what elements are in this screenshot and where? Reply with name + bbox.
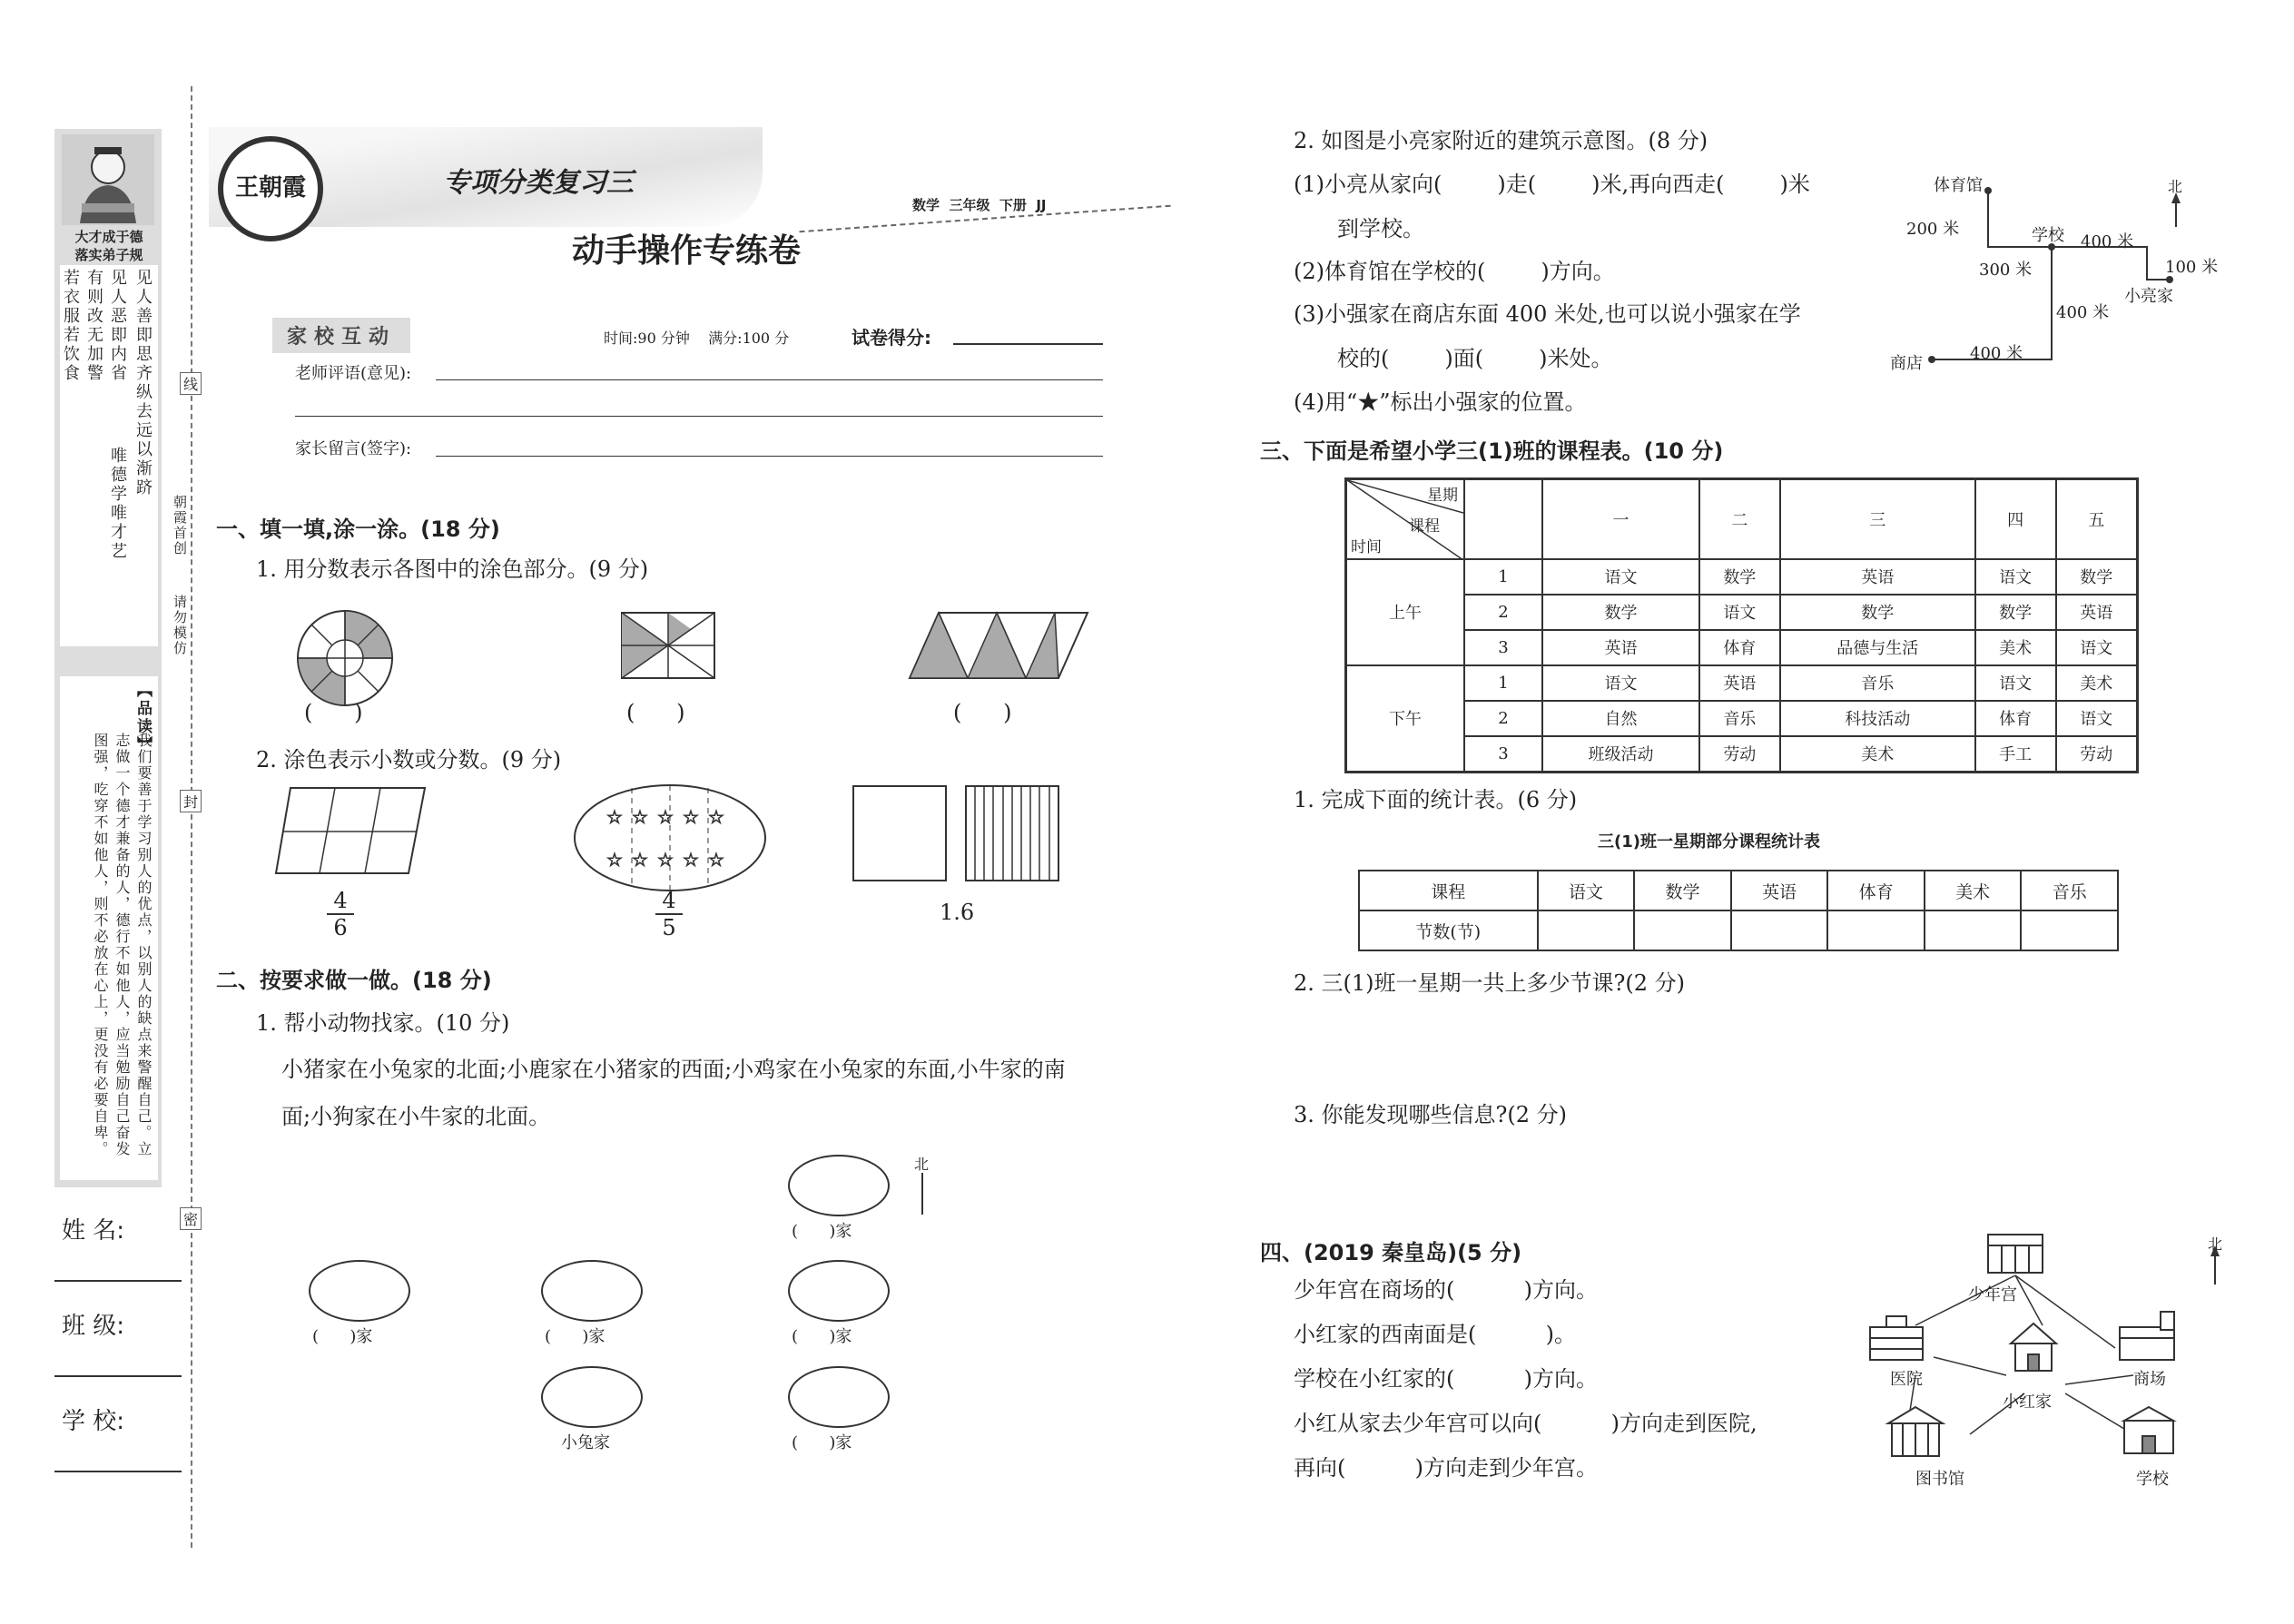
home-ellipse-rabbit <box>541 1366 643 1428</box>
corner-week: 星期 <box>1427 487 1458 505</box>
paper-meta: 数学 三年级 下册 JJ <box>912 197 1047 213</box>
schedule-cell: 手工 <box>1975 736 2056 773</box>
schedule-cell: 语文 <box>1542 665 1699 701</box>
stat-table <box>1358 870 2119 951</box>
map-d400c: 400 米 <box>1970 344 2023 363</box>
map-north: 北 <box>2168 178 2183 195</box>
sidebar-poem <box>60 265 158 646</box>
series-title: 专项分类复习三 <box>443 167 634 199</box>
svg-text:☆: ☆ <box>606 806 623 828</box>
stat-answer-cell[interactable] <box>1925 910 2022 950</box>
svg-text:☆: ☆ <box>683 849 699 871</box>
map-d200: 200 米 <box>1906 220 1960 239</box>
score-line[interactable] <box>953 343 1103 345</box>
s3-q2: 2. 三(1)班一星期一共上多少节课?(2 分) <box>1294 970 1686 996</box>
map-home: 小亮家 <box>2124 287 2173 306</box>
binding-note-2: 请勿模仿 <box>172 595 188 656</box>
home-label-top: ( )家 <box>792 1222 852 1241</box>
fraction-4-6-numerator: 4 <box>333 888 348 913</box>
sidebar-motto-1: 大才成于德 <box>74 229 143 245</box>
schedule-header-row <box>1346 479 2138 559</box>
decimal-squares-figure <box>852 784 1060 884</box>
map-gym: 体育馆 <box>1934 176 1983 195</box>
library-icon <box>1888 1407 1943 1456</box>
schedule-cell: 音乐 <box>1780 665 1975 701</box>
stat-answer-cell[interactable] <box>2021 910 2118 950</box>
stat-head-cell: 语文 <box>1538 871 1635 910</box>
stat-answer-cell[interactable] <box>1731 910 1828 950</box>
schedule-cell: 体育 <box>1975 701 2056 736</box>
field-class-label: 班 级: <box>62 1313 125 1340</box>
field-class-line[interactable] <box>54 1375 182 1377</box>
svg-text:☆: ☆ <box>657 849 674 871</box>
parallelogram-grid-figure <box>274 786 428 877</box>
svg-text:☆: ☆ <box>683 806 699 828</box>
schedule-cell: 美术 <box>1780 736 1975 773</box>
schedule-cell: 劳动 <box>1699 736 1780 773</box>
teacher-comment-label: 老师评语(意见): <box>295 364 412 383</box>
poem-col-4: 若衣服若饮食 <box>61 269 80 383</box>
schedule-pm-label: 下午 <box>1346 665 1465 773</box>
schedule-cell: 音乐 <box>1699 701 1780 736</box>
map2-school: 学校 <box>2136 1470 2169 1489</box>
schedule-row <box>1346 595 2138 630</box>
map-d300: 300 米 <box>1979 261 2033 280</box>
teacher-comment-line-1[interactable] <box>436 379 1103 380</box>
home-ellipse-bottom-right[interactable] <box>788 1366 890 1428</box>
map2-mall: 商场 <box>2133 1370 2166 1389</box>
logo-badge <box>218 136 323 241</box>
schedule-cell: 语文 <box>1699 595 1780 630</box>
schedule-cell: 语文 <box>2056 630 2138 665</box>
schedule-cell: 班级活动 <box>1542 736 1699 773</box>
schedule-cell: 3 <box>1464 630 1542 665</box>
binding-mark-3: 密 <box>180 1207 202 1230</box>
home-label-mid: ( )家 <box>545 1327 605 1346</box>
sidebar-reading <box>60 676 158 1180</box>
schedule-cell: 数学 <box>1542 595 1699 630</box>
q2-part4: (4)用“★”标出小强家的位置。 <box>1294 389 1587 415</box>
home-icon <box>2011 1324 2056 1371</box>
svg-text:☆: ☆ <box>657 806 674 828</box>
schedule-day-3: 三 <box>1780 479 1975 559</box>
schedule-cell: 2 <box>1464 701 1542 736</box>
home-ellipse-right[interactable] <box>788 1260 890 1322</box>
schedule-day-4: 四 <box>1975 479 2056 559</box>
schedule-day-2: 二 <box>1699 479 1780 559</box>
schedule-cell: 数学 <box>1699 559 1780 595</box>
stat-row-label: 节数(节) <box>1359 910 1538 950</box>
rabbit-home-label: 小兔家 <box>561 1433 610 1452</box>
schedule-cell: 美术 <box>2056 665 2138 701</box>
schedule-period-col-head <box>1464 479 1542 559</box>
stat-answer-cell[interactable] <box>1634 910 1731 950</box>
svg-text:☆: ☆ <box>632 806 648 828</box>
hospital-icon <box>1870 1316 1923 1360</box>
stat-header-row <box>1359 871 2118 910</box>
binding-mark-1: 线 <box>180 372 202 395</box>
home-label-bottom-right: ( )家 <box>792 1433 852 1452</box>
map2-hospital: 医院 <box>1890 1370 1923 1389</box>
scholar-figure-icon <box>62 134 154 225</box>
binding-mark-2: 封 <box>180 790 202 812</box>
home-ellipse-top[interactable] <box>788 1155 890 1216</box>
schedule-cell: 体育 <box>1699 630 1780 665</box>
section2-title: 二、按要求做一做。(18 分) <box>216 968 492 993</box>
map-school: 学校 <box>2032 226 2064 245</box>
star-ellipse-figure <box>572 782 768 893</box>
fraction-4-6 <box>327 888 354 940</box>
home-ellipse-mid[interactable] <box>541 1260 643 1322</box>
stat-head-cell: 音乐 <box>2021 871 2118 910</box>
score-label: 试卷得分: <box>852 327 931 349</box>
map-d100: 100 米 <box>2165 258 2219 277</box>
home-label-right: ( )家 <box>792 1327 852 1346</box>
poem-col-5: 唯德学唯才艺 <box>108 447 127 561</box>
schedule-am-label: 上午 <box>1346 559 1465 665</box>
field-school-label: 学 校: <box>62 1408 125 1435</box>
field-name-line[interactable] <box>54 1280 182 1282</box>
field-name-label: 姓 名: <box>62 1217 125 1245</box>
stat-head-cell: 课程 <box>1359 871 1538 910</box>
parent-comment-label: 家长留言(签字): <box>295 439 412 458</box>
section3-title: 三、下面是希望小学三(1)班的课程表。(10 分) <box>1260 438 1724 464</box>
schedule-table <box>1344 477 2139 773</box>
svg-text:☆: ☆ <box>708 849 724 871</box>
s2-q1: 1. 帮小动物找家。(10 分) <box>256 1010 510 1036</box>
svg-text:☆: ☆ <box>632 849 648 871</box>
schedule-cell: 自然 <box>1542 701 1699 736</box>
schedule-cell: 语文 <box>1975 665 2056 701</box>
fraction-4-5-denominator: 5 <box>662 915 676 940</box>
family-label: 家校互动 <box>272 318 410 353</box>
q2-part1b: 到学校。 <box>1337 216 1424 241</box>
schedule-cell: 数学 <box>1975 595 2056 630</box>
fraction-4-5-numerator: 4 <box>662 888 676 913</box>
s1-q2: 2. 涂色表示小数或分数。(9 分) <box>256 747 562 773</box>
schedule-cell: 2 <box>1464 595 1542 630</box>
corner-course: 课程 <box>1409 517 1440 536</box>
s4-line-4: 小红从家去少年宫可以向( )方向走到医院, <box>1294 1411 1757 1436</box>
schedule-day-1: 一 <box>1542 479 1699 559</box>
s4-line-2: 小红家的西南面是( )。 <box>1294 1322 1577 1347</box>
schedule-row <box>1346 665 2138 701</box>
main-title: 动手操作专练卷 <box>572 231 802 270</box>
s4-line-5: 再向( )方向走到少年宫。 <box>1294 1455 1599 1481</box>
sidebar-motto-2: 落实弟子规 <box>74 247 143 263</box>
schedule-cell: 3 <box>1464 736 1542 773</box>
youth-palace-icon <box>1988 1235 2043 1273</box>
schedule-cell: 语文 <box>2056 701 2138 736</box>
q2-part2: (2)体育馆在学校的( )方向。 <box>1294 259 1615 284</box>
map-d400b: 400 米 <box>2056 303 2110 322</box>
schedule-cell: 1 <box>1464 559 1542 595</box>
corner-time: 时间 <box>1351 537 1382 556</box>
reading-text: 我们要善于学习别人的优点，以别人的缺点来警醒自己。立志做一个德才兼备的人，德行不如他人，应当勉励自己奋发图强，吃穿不如他人，则不必放在心上，更没有必要自卑。 <box>92 733 153 1157</box>
home-ellipse-left[interactable] <box>309 1260 410 1322</box>
stat-head-cell: 数学 <box>1634 871 1731 910</box>
section1-title: 一、填一填,涂一涂。(18 分) <box>216 517 500 542</box>
q2-part1a: (1)小亮从家向( )走( )米,再向西走( )米 <box>1294 172 1810 197</box>
schedule-cell: 美术 <box>1975 630 2056 665</box>
fraction-4-5 <box>655 888 683 940</box>
schedule-cell: 品德与生活 <box>1780 630 1975 665</box>
s2-text-1: 小猪家在小兔家的北面;小鹿家在小猪家的西面;小鸡家在小兔家的东面,小牛家的南 <box>281 1057 1066 1082</box>
s1-q1: 1. 用分数表示各图中的涂色部分。(9 分) <box>256 556 649 582</box>
field-school-line[interactable] <box>54 1471 182 1472</box>
map2-library: 图书馆 <box>1915 1470 1964 1489</box>
north-arrow-1 <box>921 1173 923 1215</box>
poem-col-3: 有则改无加警 <box>84 269 103 383</box>
s3-q1: 1. 完成下面的统计表。(6 分) <box>1294 787 1578 812</box>
fraction-4-6-denominator: 6 <box>333 915 348 940</box>
schedule-cell: 语文 <box>1542 559 1699 595</box>
q2-part3b: 校的( )面( )米处。 <box>1337 346 1613 371</box>
q2-part3a: (3)小强家在商店东面 400 米处,也可以说小强家在学 <box>1294 301 1801 327</box>
shaded-circle-figure <box>295 608 395 708</box>
mall-icon <box>2120 1312 2174 1360</box>
shaded-rectangle-figure <box>620 611 716 680</box>
schedule-cell: 数学 <box>2056 559 2138 595</box>
schedule-cell: 科技活动 <box>1780 701 1975 736</box>
answer-paren-1[interactable]: ( ) <box>304 700 363 725</box>
poem-col-2: 见人恶即内省 <box>108 269 127 383</box>
answer-paren-2[interactable]: ( ) <box>626 700 685 725</box>
schedule-row <box>1346 701 2138 736</box>
teacher-comment-line-2[interactable] <box>295 416 1103 417</box>
stat-head-cell: 体育 <box>1827 871 1925 910</box>
logo-text: 王朝霞 <box>234 174 306 202</box>
s4-line-3: 学校在小红家的( )方向。 <box>1294 1366 1599 1392</box>
stat-table-title: 三(1)班一星期部分课程统计表 <box>1598 832 1820 851</box>
poem-col-1: 见人善即思齐纵去远以渐跻 <box>133 269 153 497</box>
shaded-triangles-figure <box>908 611 1089 680</box>
stat-answer-row <box>1359 910 2118 950</box>
stat-answer-cell[interactable] <box>1827 910 1925 950</box>
schedule-cell: 英语 <box>2056 595 2138 630</box>
map-shop: 商店 <box>1890 354 1923 373</box>
reading-label: 【品读】 <box>133 682 152 754</box>
answer-paren-3[interactable]: ( ) <box>953 700 1012 725</box>
binding-line <box>191 86 192 1548</box>
schedule-cell: 英语 <box>1780 559 1975 595</box>
map2-palace: 少年宫 <box>1968 1285 2017 1304</box>
schedule-row <box>1346 559 2138 595</box>
north-label-1: 北 <box>914 1156 930 1173</box>
schedule-cell: 英语 <box>1699 665 1780 701</box>
schedule-day-5: 五 <box>2056 479 2138 559</box>
schedule-cell: 语文 <box>1975 559 2056 595</box>
sidebar-portrait <box>62 134 154 225</box>
stat-head-cell: 美术 <box>1925 871 2022 910</box>
school-icon <box>2124 1407 2173 1453</box>
schedule-cell: 1 <box>1464 665 1542 701</box>
section4-title: 四、(2019 秦皇岛)(5 分) <box>1260 1240 1522 1265</box>
map-d400a: 400 米 <box>2081 232 2134 251</box>
schedule-cell: 数学 <box>1780 595 1975 630</box>
parent-comment-line[interactable] <box>436 456 1103 457</box>
home-label-left: ( )家 <box>312 1327 373 1346</box>
schedule-row <box>1346 630 2138 665</box>
s3-q3: 3. 你能发现哪些信息?(2 分) <box>1294 1102 1568 1127</box>
schedule-row <box>1346 736 2138 773</box>
binding-note-1: 朝霞首创 <box>172 495 188 556</box>
s4-line-1: 少年宫在商场的( )方向。 <box>1294 1277 1599 1303</box>
schedule-cell: 英语 <box>1542 630 1699 665</box>
stat-head-cell: 英语 <box>1731 871 1828 910</box>
q2-title: 2. 如图是小亮家附近的建筑示意图。(8 分) <box>1294 128 1708 153</box>
time-info: 时间:90 分钟 满分:100 分 <box>604 330 790 347</box>
map2-home: 小红家 <box>2003 1393 2052 1412</box>
schedule-corner <box>1346 479 1465 559</box>
map2-north: 北 <box>2208 1235 2223 1253</box>
svg-text:☆: ☆ <box>606 849 623 871</box>
svg-text:☆: ☆ <box>708 806 724 828</box>
decimal-label: 1.6 <box>940 900 975 925</box>
schedule-cell: 劳动 <box>2056 736 2138 773</box>
building-route-map <box>1884 172 2283 381</box>
stat-answer-cell[interactable] <box>1538 910 1635 950</box>
s2-text-2: 面;小狗家在小牛家的北面。 <box>281 1104 551 1129</box>
